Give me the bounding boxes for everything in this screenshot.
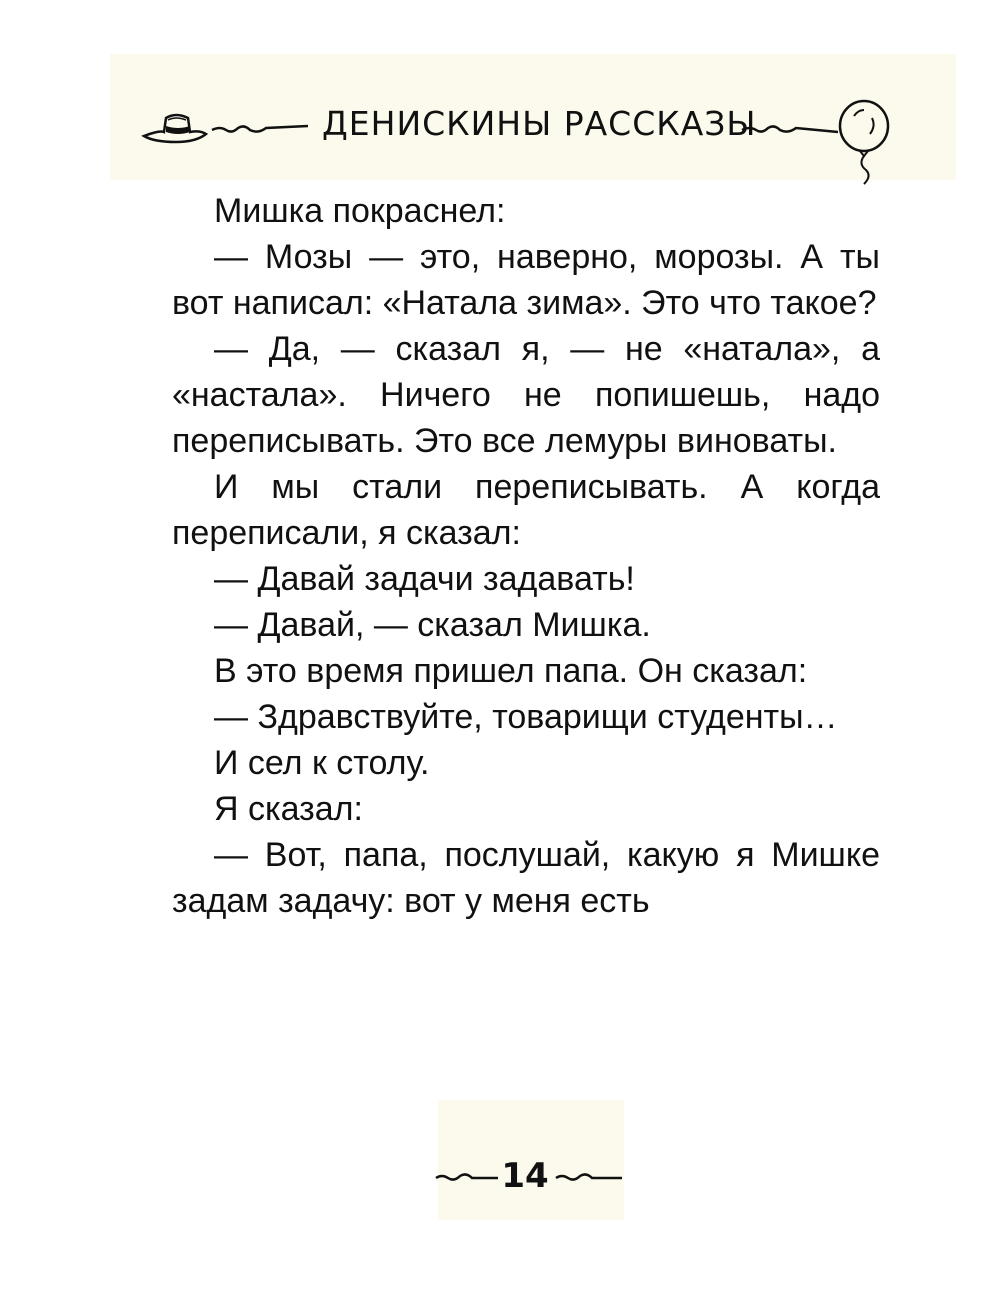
squiggle-left-icon	[210, 118, 310, 138]
paragraph: В это время пришел папа. Он сказал:	[214, 652, 808, 690]
paragraph: — Давай задачи задавать!	[214, 560, 635, 598]
paragraph: — Да, — сказал я, — не «натала», а «настала». Ничего не попишешь, надо переписывать. Это все лемуры виноваты.	[172, 330, 880, 460]
paragraph: — Здравствуйте, товарищи студенты…	[214, 698, 838, 736]
paragraph: — Мозы — это, наверно, морозы. А ты вот написал: «Натала зима». Это что такое?	[172, 238, 880, 322]
paragraph: И сел к столу.	[214, 744, 430, 782]
paragraph: — Давай, — сказал Мишка.	[214, 606, 651, 644]
balloon-icon	[834, 98, 894, 188]
paragraph: — Вот, папа, послушай, какую я Мишке задам задачу: вот у меня есть	[172, 836, 880, 920]
squiggle-right-icon	[740, 120, 840, 140]
story-text	[172, 188, 880, 924]
squiggle-footer-left-icon	[434, 1168, 500, 1186]
header-title: ДЕНИСКИНЫ РАССКАЗЫ	[322, 104, 757, 143]
page-number: 14	[501, 1156, 549, 1196]
paragraph: Я сказал:	[214, 790, 363, 828]
paragraph: Мишка покраснел:	[214, 192, 506, 230]
squiggle-footer-right-icon	[554, 1168, 624, 1186]
hat-icon	[140, 108, 212, 148]
paragraph: И мы стали переписывать. А когда переписали, я сказал:	[172, 468, 880, 552]
